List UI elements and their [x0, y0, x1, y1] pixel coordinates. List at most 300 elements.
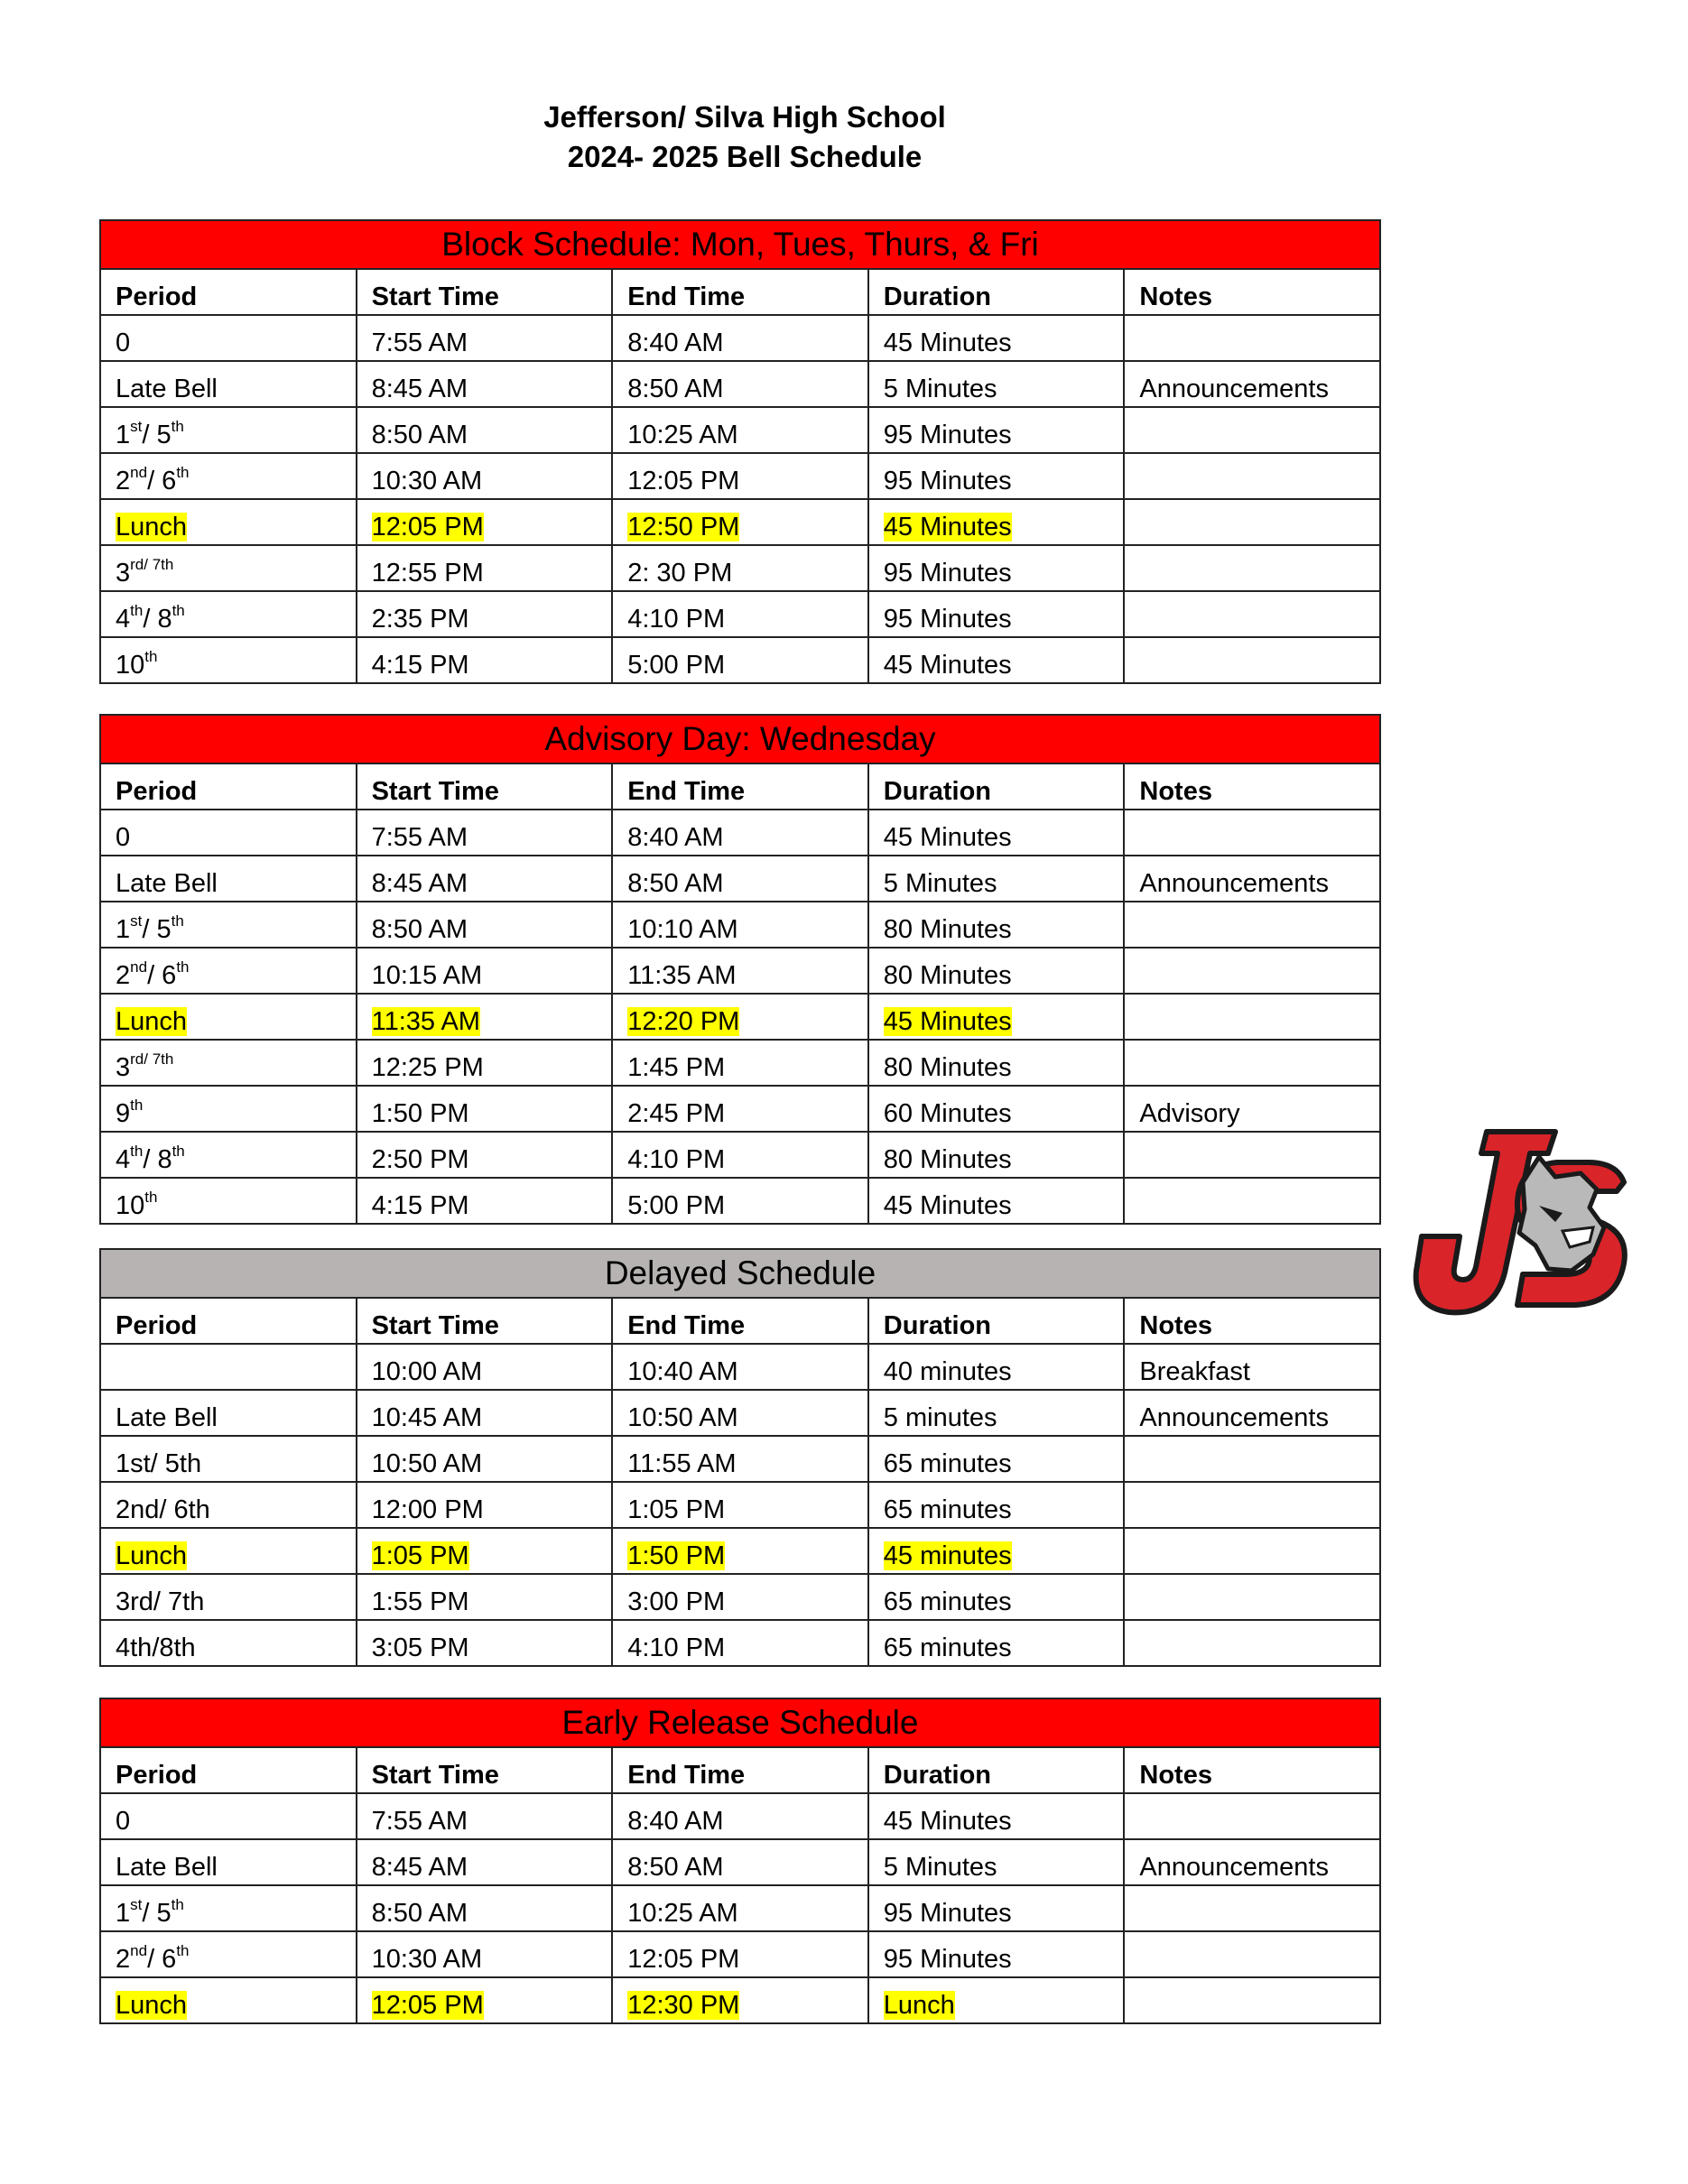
column-header: Start Time — [357, 1747, 613, 1793]
notes-cell-text: Breakfast — [1139, 1357, 1250, 1386]
period-cell — [100, 637, 357, 683]
end-time-cell-text: 12:05 PM — [627, 467, 740, 495]
column-header: Start Time — [357, 269, 613, 315]
column-header: End Time — [612, 1747, 868, 1793]
table-row — [100, 902, 1380, 948]
start-time-cell-text: 10:30 AM — [371, 1945, 483, 1974]
start-time-cell — [357, 1344, 613, 1390]
end-time-cell-text: 8:50 AM — [627, 375, 724, 403]
duration-cell — [868, 1178, 1125, 1224]
end-time-cell — [612, 1040, 868, 1086]
period-suffix: rd/ 7th — [130, 1050, 174, 1068]
end-time-cell-text: 8:40 AM — [627, 823, 724, 852]
table-row — [100, 499, 1380, 545]
start-time-cell-text: 2:50 PM — [371, 1145, 469, 1174]
column-header: Duration — [868, 269, 1125, 315]
period-text: Lunch — [116, 1541, 188, 1570]
table-row — [100, 407, 1380, 453]
table-row — [100, 1132, 1380, 1178]
start-time-cell — [357, 1977, 613, 2023]
start-time-cell-text: 8:45 AM — [371, 375, 468, 403]
column-header-row — [100, 1298, 1380, 1344]
block-schedule-table — [99, 219, 1381, 684]
table-row — [100, 948, 1380, 994]
duration-cell — [868, 591, 1125, 637]
duration-cell — [868, 453, 1125, 499]
notes-cell-text: Announcements — [1139, 1853, 1329, 1882]
end-time-cell-text: 1:05 PM — [627, 1495, 726, 1524]
period-cell — [100, 810, 357, 856]
period-label — [116, 375, 218, 403]
period-text: Lunch — [116, 1991, 188, 2020]
period-label — [116, 648, 158, 680]
start-time-cell-text: 8:50 AM — [371, 915, 468, 944]
period-second: / 8 — [143, 605, 172, 634]
notes-cell — [1124, 1931, 1380, 1977]
start-time-cell — [357, 1839, 613, 1885]
period-text: 3 — [116, 559, 131, 588]
notes-cell — [1124, 1132, 1380, 1178]
duration-cell — [868, 1132, 1125, 1178]
notes-cell — [1124, 1839, 1380, 1885]
period-suffix: rd/ 7th — [130, 556, 174, 573]
schedule-banner-row — [100, 715, 1380, 763]
period-second-suffix: th — [171, 912, 184, 930]
notes-cell — [1124, 499, 1380, 545]
end-time-cell-text: 2:45 PM — [627, 1099, 726, 1128]
end-time-cell-text: 10:25 AM — [627, 1899, 738, 1928]
period-label — [116, 1099, 143, 1128]
period-text: Lunch — [116, 513, 188, 541]
end-time-cell-text: 12:20 PM — [627, 1007, 740, 1036]
period-label — [116, 418, 184, 449]
end-time-cell — [612, 1132, 868, 1178]
start-time-cell — [357, 453, 613, 499]
end-time-cell-text: 3:00 PM — [627, 1587, 726, 1616]
duration-cell — [868, 1436, 1125, 1482]
start-time-cell — [357, 1885, 613, 1931]
end-time-cell — [612, 1793, 868, 1839]
end-time-cell-text: 5:00 PM — [627, 651, 726, 680]
period-cell — [100, 1931, 357, 1977]
end-time-cell — [612, 1344, 868, 1390]
duration-cell — [868, 1977, 1125, 2023]
period-label — [116, 464, 190, 495]
period-label — [116, 1007, 187, 1036]
notes-cell — [1124, 1344, 1380, 1390]
period-text: 4 — [116, 605, 131, 634]
table-row — [100, 1482, 1380, 1528]
delayed-schedule-table — [99, 1248, 1381, 1667]
start-time-cell-text: 12:05 PM — [371, 513, 484, 541]
table-row — [100, 1574, 1380, 1620]
period-text: 9 — [116, 1099, 131, 1128]
notes-cell-text: Announcements — [1139, 375, 1329, 403]
column-header: Notes — [1124, 763, 1380, 810]
end-time-cell — [612, 1885, 868, 1931]
period-label — [116, 556, 174, 588]
start-time-cell — [357, 1436, 613, 1482]
schedule-banner-row — [100, 1698, 1380, 1747]
notes-cell — [1124, 1482, 1380, 1528]
start-time-cell — [357, 810, 613, 856]
period-label — [116, 1942, 190, 1974]
start-time-cell — [357, 1040, 613, 1086]
period-cell — [100, 994, 357, 1040]
notes-cell — [1124, 994, 1380, 1040]
period-second-suffix: th — [172, 602, 185, 619]
duration-cell — [868, 499, 1125, 545]
duration-cell — [868, 1620, 1125, 1666]
period-cell — [100, 1885, 357, 1931]
table-row — [100, 1885, 1380, 1931]
period-second: / 6 — [147, 1945, 177, 1974]
period-cell — [100, 1086, 357, 1132]
period-label — [116, 1896, 184, 1928]
start-time-cell — [357, 407, 613, 453]
end-time-cell — [612, 810, 868, 856]
period-text: 2 — [116, 1945, 131, 1974]
table-row — [100, 1086, 1380, 1132]
period-label — [116, 1853, 218, 1882]
period-cell — [100, 1977, 357, 2023]
column-header: Period — [100, 1298, 357, 1344]
end-time-cell — [612, 1482, 868, 1528]
period-second: / 5 — [142, 1899, 172, 1928]
duration-cell-text: 95 Minutes — [883, 559, 1012, 588]
start-time-cell-text: 10:00 AM — [371, 1357, 483, 1386]
period-cell — [100, 1344, 357, 1390]
column-header: Notes — [1124, 1747, 1380, 1793]
duration-cell-text: 45 Minutes — [883, 1191, 1012, 1220]
column-header: Period — [100, 1747, 357, 1793]
table-row — [100, 361, 1380, 407]
duration-cell-text: 45 Minutes — [883, 1007, 1012, 1036]
duration-cell — [868, 1344, 1125, 1390]
end-time-cell-text: 10:10 AM — [627, 915, 738, 944]
period-text: 1st/ 5th — [116, 1449, 202, 1478]
end-time-cell — [612, 1390, 868, 1436]
table-row — [100, 637, 1380, 683]
column-header: Duration — [868, 1747, 1125, 1793]
start-time-cell — [357, 1931, 613, 1977]
period-cell — [100, 1839, 357, 1885]
notes-cell-text: Announcements — [1139, 869, 1329, 898]
column-header: End Time — [612, 269, 868, 315]
end-time-cell — [612, 1436, 868, 1482]
start-time-cell — [357, 856, 613, 902]
duration-cell-text: 80 Minutes — [883, 1053, 1012, 1082]
duration-cell — [868, 1390, 1125, 1436]
duration-cell-text: 65 minutes — [883, 1495, 1012, 1524]
period-label — [116, 1495, 210, 1524]
table-row — [100, 1344, 1380, 1390]
notes-cell — [1124, 545, 1380, 591]
end-time-cell — [612, 902, 868, 948]
period-second: / 5 — [142, 421, 172, 449]
column-header: End Time — [612, 763, 868, 810]
start-time-cell-text: 2:35 PM — [371, 605, 469, 634]
start-time-cell-text: 4:15 PM — [371, 1191, 469, 1220]
period-text: 4 — [116, 1145, 131, 1174]
notes-cell — [1124, 1086, 1380, 1132]
table-row — [100, 994, 1380, 1040]
end-time-cell — [612, 1086, 868, 1132]
duration-cell — [868, 1931, 1125, 1977]
start-time-cell — [357, 545, 613, 591]
end-time-cell-text: 4:10 PM — [627, 1145, 726, 1174]
period-second-suffix: th — [172, 1143, 185, 1160]
end-time-cell — [612, 499, 868, 545]
table-row — [100, 315, 1380, 361]
duration-cell — [868, 637, 1125, 683]
table-row — [100, 1793, 1380, 1839]
end-time-cell-text: 12:50 PM — [627, 513, 740, 541]
table-row — [100, 1436, 1380, 1482]
schedule-banner-row — [100, 1249, 1380, 1298]
notes-cell — [1124, 1528, 1380, 1574]
period-label — [116, 1587, 204, 1616]
notes-cell — [1124, 1040, 1380, 1086]
end-time-cell-text: 8:50 AM — [627, 869, 724, 898]
start-time-cell-text: 10:15 AM — [371, 961, 483, 990]
table-row — [100, 1040, 1380, 1086]
table-row — [100, 453, 1380, 499]
period-suffix: nd — [130, 464, 148, 481]
period-text: Late Bell — [116, 375, 218, 403]
start-time-cell-text: 8:45 AM — [371, 1853, 468, 1882]
period-cell — [100, 1040, 357, 1086]
end-time-cell — [612, 1574, 868, 1620]
period-suffix: st — [130, 912, 143, 930]
period-text: Late Bell — [116, 1853, 218, 1882]
notes-cell — [1124, 1977, 1380, 2023]
column-header-row — [100, 269, 1380, 315]
duration-cell-text: 60 Minutes — [883, 1099, 1012, 1128]
start-time-cell-text: 7:55 AM — [371, 823, 468, 852]
end-time-cell-text: 11:35 AM — [627, 961, 737, 990]
duration-cell-text: 45 Minutes — [883, 651, 1012, 680]
end-time-cell-text: 1:45 PM — [627, 1053, 726, 1082]
period-cell — [100, 902, 357, 948]
duration-cell-text: 5 minutes — [883, 1403, 997, 1432]
period-label — [116, 1807, 130, 1836]
notes-cell-text: Advisory — [1139, 1099, 1240, 1128]
duration-cell — [868, 1482, 1125, 1528]
start-time-cell-text: 12:55 PM — [371, 559, 484, 588]
table-row — [100, 1178, 1380, 1224]
table-row — [100, 545, 1380, 591]
period-text: 0 — [116, 1807, 131, 1836]
period-text: 4th/8th — [116, 1633, 196, 1662]
schedule-title: Delayed Schedule — [100, 1249, 1380, 1298]
start-time-cell-text: 4:15 PM — [371, 651, 469, 680]
start-time-cell — [357, 1482, 613, 1528]
duration-cell-text: 65 minutes — [883, 1587, 1012, 1616]
period-text: 2 — [116, 467, 131, 495]
start-time-cell — [357, 902, 613, 948]
column-header: End Time — [612, 1298, 868, 1344]
duration-cell-text: 45 Minutes — [883, 513, 1012, 541]
duration-cell-text: 80 Minutes — [883, 961, 1012, 990]
duration-cell-text: 95 Minutes — [883, 605, 1012, 634]
period-suffix: th — [130, 1097, 144, 1114]
end-time-cell — [612, 315, 868, 361]
period-label — [116, 602, 185, 634]
end-time-cell-text: 2: 30 PM — [627, 559, 733, 588]
period-second: / 5 — [142, 915, 172, 944]
notes-cell — [1124, 1574, 1380, 1620]
notes-cell — [1124, 1885, 1380, 1931]
end-time-cell — [612, 948, 868, 994]
notes-cell — [1124, 361, 1380, 407]
schedule-title: Block Schedule: Mon, Tues, Thurs, & Fri — [100, 220, 1380, 269]
start-time-cell-text: 10:30 AM — [371, 467, 483, 495]
period-label — [116, 1991, 187, 2020]
notes-cell — [1124, 1436, 1380, 1482]
start-time-cell — [357, 361, 613, 407]
column-header-row — [100, 763, 1380, 810]
start-time-cell — [357, 1620, 613, 1666]
period-suffix: th — [130, 602, 144, 619]
period-text: 1 — [116, 421, 131, 449]
school-name: Jefferson/ Silva High School — [543, 100, 946, 134]
duration-cell-text: 5 Minutes — [883, 375, 997, 403]
notes-cell — [1124, 637, 1380, 683]
period-second: / 6 — [147, 467, 177, 495]
duration-cell-text: 95 Minutes — [883, 421, 1012, 449]
duration-cell — [868, 994, 1125, 1040]
end-time-cell — [612, 856, 868, 902]
period-cell — [100, 1574, 357, 1620]
duration-cell-text: 95 Minutes — [883, 1945, 1012, 1974]
end-time-cell-text: 1:50 PM — [627, 1541, 726, 1570]
duration-cell-text: 5 Minutes — [883, 869, 997, 898]
start-time-cell-text: 10:45 AM — [371, 1403, 483, 1432]
advisory-schedule-table — [99, 714, 1381, 1225]
period-text: 10 — [116, 651, 145, 680]
duration-cell-text: 65 minutes — [883, 1633, 1012, 1662]
period-cell — [100, 1620, 357, 1666]
period-cell — [100, 1793, 357, 1839]
start-time-cell-text: 12:05 PM — [371, 1991, 484, 2020]
start-time-cell — [357, 591, 613, 637]
table-row — [100, 810, 1380, 856]
period-label — [116, 1449, 201, 1478]
notes-cell — [1124, 810, 1380, 856]
duration-cell — [868, 1885, 1125, 1931]
end-time-cell — [612, 994, 868, 1040]
end-time-cell — [612, 1620, 868, 1666]
column-header: Notes — [1124, 1298, 1380, 1344]
start-time-cell — [357, 499, 613, 545]
duration-cell-text: 45 minutes — [883, 1541, 1012, 1570]
notes-cell — [1124, 1793, 1380, 1839]
period-label — [116, 1541, 187, 1570]
period-label — [116, 513, 187, 541]
period-second-suffix: th — [171, 1896, 184, 1913]
table-row — [100, 1931, 1380, 1977]
end-time-cell-text: 10:50 AM — [627, 1403, 738, 1432]
notes-cell — [1124, 1620, 1380, 1666]
column-header: Duration — [868, 763, 1125, 810]
notes-cell-text: Announcements — [1139, 1403, 1329, 1432]
period-text: Late Bell — [116, 869, 218, 898]
period-text: Lunch — [116, 1007, 188, 1036]
table-row — [100, 1390, 1380, 1436]
schedule-banner-row — [100, 220, 1380, 269]
end-time-cell — [612, 407, 868, 453]
period-second-suffix: th — [176, 958, 190, 976]
start-time-cell — [357, 994, 613, 1040]
column-header: Period — [100, 269, 357, 315]
end-time-cell — [612, 637, 868, 683]
end-time-cell-text: 10:25 AM — [627, 421, 738, 449]
start-time-cell-text: 7:55 AM — [371, 1807, 468, 1836]
duration-cell-text: 80 Minutes — [883, 1145, 1012, 1174]
schedule-year: 2024- 2025 Bell Schedule — [567, 140, 923, 173]
duration-cell — [868, 948, 1125, 994]
duration-cell — [868, 1040, 1125, 1086]
period-suffix: nd — [130, 1942, 148, 1959]
period-text: 2nd/ 6th — [116, 1495, 210, 1524]
start-time-cell — [357, 1574, 613, 1620]
period-text: 0 — [116, 823, 131, 852]
table-row — [100, 1839, 1380, 1885]
start-time-cell-text: 10:50 AM — [371, 1449, 483, 1478]
period-label — [116, 1403, 218, 1432]
duration-cell — [868, 1528, 1125, 1574]
start-time-cell — [357, 1528, 613, 1574]
period-label — [116, 912, 184, 944]
notes-cell — [1124, 453, 1380, 499]
duration-cell-text: 40 minutes — [883, 1357, 1012, 1386]
period-suffix: th — [144, 1189, 158, 1206]
notes-cell — [1124, 856, 1380, 902]
end-time-cell — [612, 1931, 868, 1977]
duration-cell-text: 45 Minutes — [883, 1807, 1012, 1836]
notes-cell — [1124, 407, 1380, 453]
end-time-cell-text: 12:05 PM — [627, 1945, 740, 1974]
period-text: Late Bell — [116, 1403, 218, 1432]
table-row — [100, 1528, 1380, 1574]
period-cell — [100, 407, 357, 453]
period-text: 3 — [116, 1053, 131, 1082]
duration-cell — [868, 1086, 1125, 1132]
end-time-cell — [612, 1977, 868, 2023]
duration-cell — [868, 407, 1125, 453]
column-header: Start Time — [357, 1298, 613, 1344]
end-time-cell — [612, 361, 868, 407]
start-time-cell-text: 7:55 AM — [371, 329, 468, 357]
duration-cell — [868, 361, 1125, 407]
period-suffix: nd — [130, 958, 148, 976]
start-time-cell — [357, 1132, 613, 1178]
column-header: Notes — [1124, 269, 1380, 315]
duration-cell — [868, 1839, 1125, 1885]
js-mascot-logo-icon — [1404, 1119, 1638, 1327]
period-text: 10 — [116, 1191, 145, 1220]
start-time-cell — [357, 637, 613, 683]
end-time-cell — [612, 1528, 868, 1574]
end-time-cell-text: 12:30 PM — [627, 1991, 740, 2020]
period-suffix: st — [130, 418, 143, 435]
start-time-cell-text: 8:50 AM — [371, 1899, 468, 1928]
early-release-schedule-table — [99, 1698, 1381, 2024]
table-row — [100, 856, 1380, 902]
period-second: / 8 — [143, 1145, 172, 1174]
end-time-cell — [612, 1178, 868, 1224]
